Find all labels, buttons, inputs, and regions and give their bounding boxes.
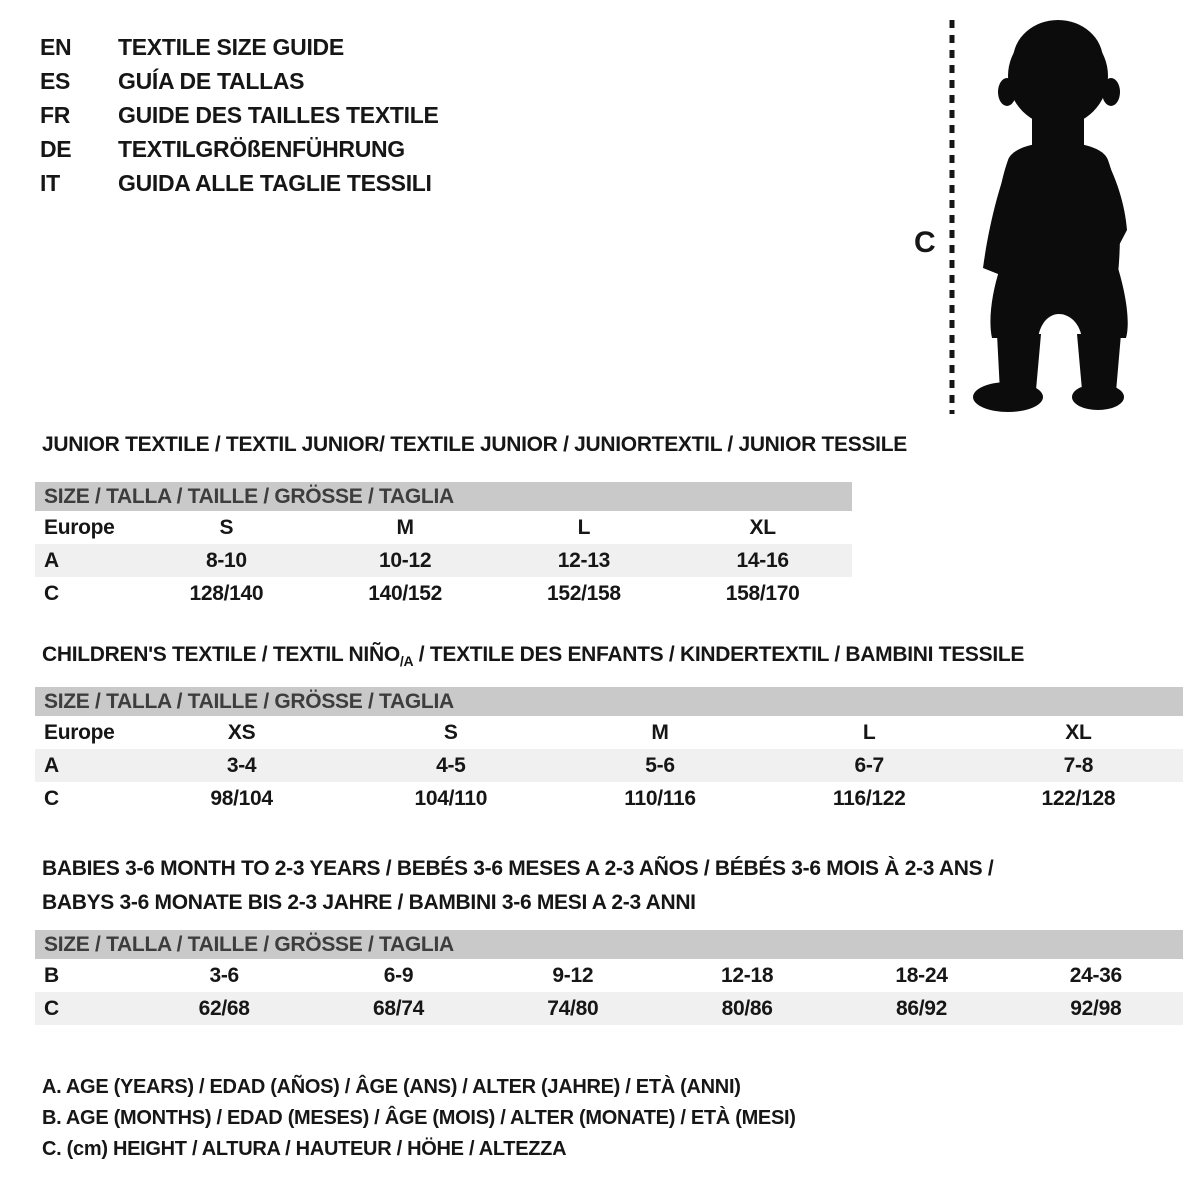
table-row bbox=[35, 577, 852, 610]
babies-section-title bbox=[42, 852, 993, 920]
table-cell: S bbox=[443, 720, 458, 744]
table-cell: 8-10 bbox=[205, 548, 247, 572]
children-title-prefix: CHILDREN'S TEXTILE / TEXTIL NIÑO bbox=[42, 643, 400, 666]
measure-label-c: C bbox=[914, 226, 936, 259]
language-label: GUIDA ALLE TAGLIE TESSILI bbox=[118, 169, 432, 196]
table-row bbox=[35, 992, 1183, 1025]
table-cell: 92/98 bbox=[1070, 996, 1122, 1020]
language-code: IT bbox=[40, 169, 60, 196]
row-label: Europe bbox=[44, 720, 115, 744]
table-cell: 98/104 bbox=[210, 786, 273, 810]
table-cell: 128/140 bbox=[189, 581, 264, 605]
table-row bbox=[35, 511, 852, 544]
table-cell: 110/116 bbox=[624, 786, 696, 810]
size-figure bbox=[900, 10, 1160, 422]
table-cell: XL bbox=[749, 515, 776, 539]
language-row bbox=[40, 64, 439, 98]
language-label: TEXTILGRÖßENFÜHRUNG bbox=[118, 135, 405, 162]
language-code: DE bbox=[40, 135, 72, 162]
table-cell: 10-12 bbox=[379, 548, 432, 572]
table-cell: 3-4 bbox=[226, 753, 257, 777]
table-row bbox=[35, 749, 1183, 782]
table-cell: 62/68 bbox=[198, 996, 250, 1020]
table-cell: 14-16 bbox=[736, 548, 789, 572]
table-cell: M bbox=[396, 515, 414, 539]
table-cell: 158/170 bbox=[725, 581, 800, 605]
table-row bbox=[35, 716, 1183, 749]
table-cell: 74/80 bbox=[547, 996, 599, 1020]
row-label: C bbox=[44, 996, 59, 1020]
babies-size-table bbox=[35, 930, 1183, 1025]
table-cell: L bbox=[862, 720, 876, 744]
language-label: GUIDE DES TAILLES TEXTILE bbox=[118, 101, 439, 128]
table-cell: 9-12 bbox=[552, 963, 594, 987]
language-row bbox=[40, 132, 439, 166]
language-label: GUÍA DE TALLAS bbox=[118, 67, 305, 94]
table-cell: XL bbox=[1065, 720, 1092, 744]
row-label: Europe bbox=[44, 515, 115, 539]
language-row bbox=[40, 166, 439, 200]
table-cell: 116/122 bbox=[832, 786, 906, 810]
table-cell: 3-6 bbox=[209, 963, 239, 987]
table-cell: 5-6 bbox=[645, 753, 675, 777]
table-cell: 86/92 bbox=[895, 996, 948, 1020]
children-section-title bbox=[42, 643, 1024, 667]
table-cell: 6-7 bbox=[854, 753, 884, 777]
table-row bbox=[35, 782, 1183, 815]
row-label: A bbox=[44, 548, 59, 572]
table-cell: 104/110 bbox=[414, 786, 488, 810]
junior-size-header: SIZE / TALLA / TAILLE / GRÖSSE / TAGLIA bbox=[35, 482, 852, 511]
junior-size-table bbox=[35, 482, 852, 610]
children-title-suffix: / TEXTILE DES ENFANTS / KINDERTEXTIL / BAMBINI TESSILE bbox=[413, 643, 1025, 666]
table-cell: 18-24 bbox=[895, 963, 948, 987]
language-code: FR bbox=[40, 101, 71, 128]
children-size-header: SIZE / TALLA / TAILLE / GRÖSSE / TAGLIA bbox=[35, 687, 1183, 716]
table-cell: 6-9 bbox=[383, 963, 414, 987]
toddler-silhouette-icon bbox=[973, 20, 1128, 412]
table-cell: 12-18 bbox=[721, 963, 774, 987]
language-row bbox=[40, 98, 439, 132]
children-size-table bbox=[35, 687, 1183, 815]
row-label: C bbox=[44, 786, 59, 810]
table-cell: XS bbox=[227, 720, 256, 744]
table-cell: S bbox=[219, 515, 234, 539]
row-label: B bbox=[44, 963, 59, 987]
table-cell: 24-36 bbox=[1069, 963, 1122, 987]
language-row bbox=[40, 30, 439, 64]
table-row bbox=[35, 959, 1183, 992]
babies-size-header: SIZE / TALLA / TAILLE / GRÖSSE / TAGLIA bbox=[35, 930, 1183, 959]
table-cell: 122/128 bbox=[1041, 786, 1116, 810]
row-label: C bbox=[44, 581, 59, 605]
table-cell: M bbox=[651, 720, 669, 744]
babies-title-line1: BABIES 3-6 MONTH TO 2-3 YEARS / BEBÉS 3-6 MESES A 2-3 AÑOS / BÉBÉS 3-6 MOIS À 2-3 ANS / bbox=[42, 857, 994, 880]
language-list bbox=[40, 30, 439, 200]
table-cell: 68/74 bbox=[372, 996, 425, 1020]
table-row bbox=[35, 544, 852, 577]
legend-line-b: B. AGE (MONTHS) / EDAD (MESES) / ÂGE (MOIS) / ALTER (MONATE) / ETÀ (MESI) bbox=[42, 1107, 796, 1129]
table-cell: 7-8 bbox=[1063, 753, 1094, 777]
table-cell: 152/158 bbox=[546, 581, 621, 605]
language-code: EN bbox=[40, 33, 72, 60]
table-cell: 140/152 bbox=[368, 581, 443, 605]
legend-line-c: C. (cm) HEIGHT / ALTURA / HAUTEUR / HÖHE / ALTEZZA bbox=[42, 1138, 567, 1160]
junior-section-title: JUNIOR TEXTILE / TEXTIL JUNIOR/ TEXTILE JUNIOR / JUNIORTEXTIL / JUNIOR TESSILE bbox=[42, 433, 907, 456]
table-cell: 80/86 bbox=[721, 996, 773, 1020]
language-label: TEXTILE SIZE GUIDE bbox=[118, 33, 344, 60]
measurement-legend bbox=[42, 1072, 796, 1165]
language-code: ES bbox=[40, 67, 71, 94]
table-cell: L bbox=[577, 515, 591, 539]
table-cell: 4-5 bbox=[436, 753, 466, 777]
table-cell: 12-13 bbox=[557, 548, 610, 572]
row-label: A bbox=[44, 753, 59, 777]
legend-line-a: A. AGE (YEARS) / EDAD (AÑOS) / ÂGE (ANS) / ALTER (JAHRE) / ETÀ (ANNI) bbox=[42, 1076, 741, 1098]
children-title-sub: /A bbox=[399, 653, 414, 669]
babies-title-line2: BABYS 3-6 MONATE BIS 2-3 JAHRE / BAMBINI 3-6 MESI A 2-3 ANNI bbox=[42, 891, 696, 914]
